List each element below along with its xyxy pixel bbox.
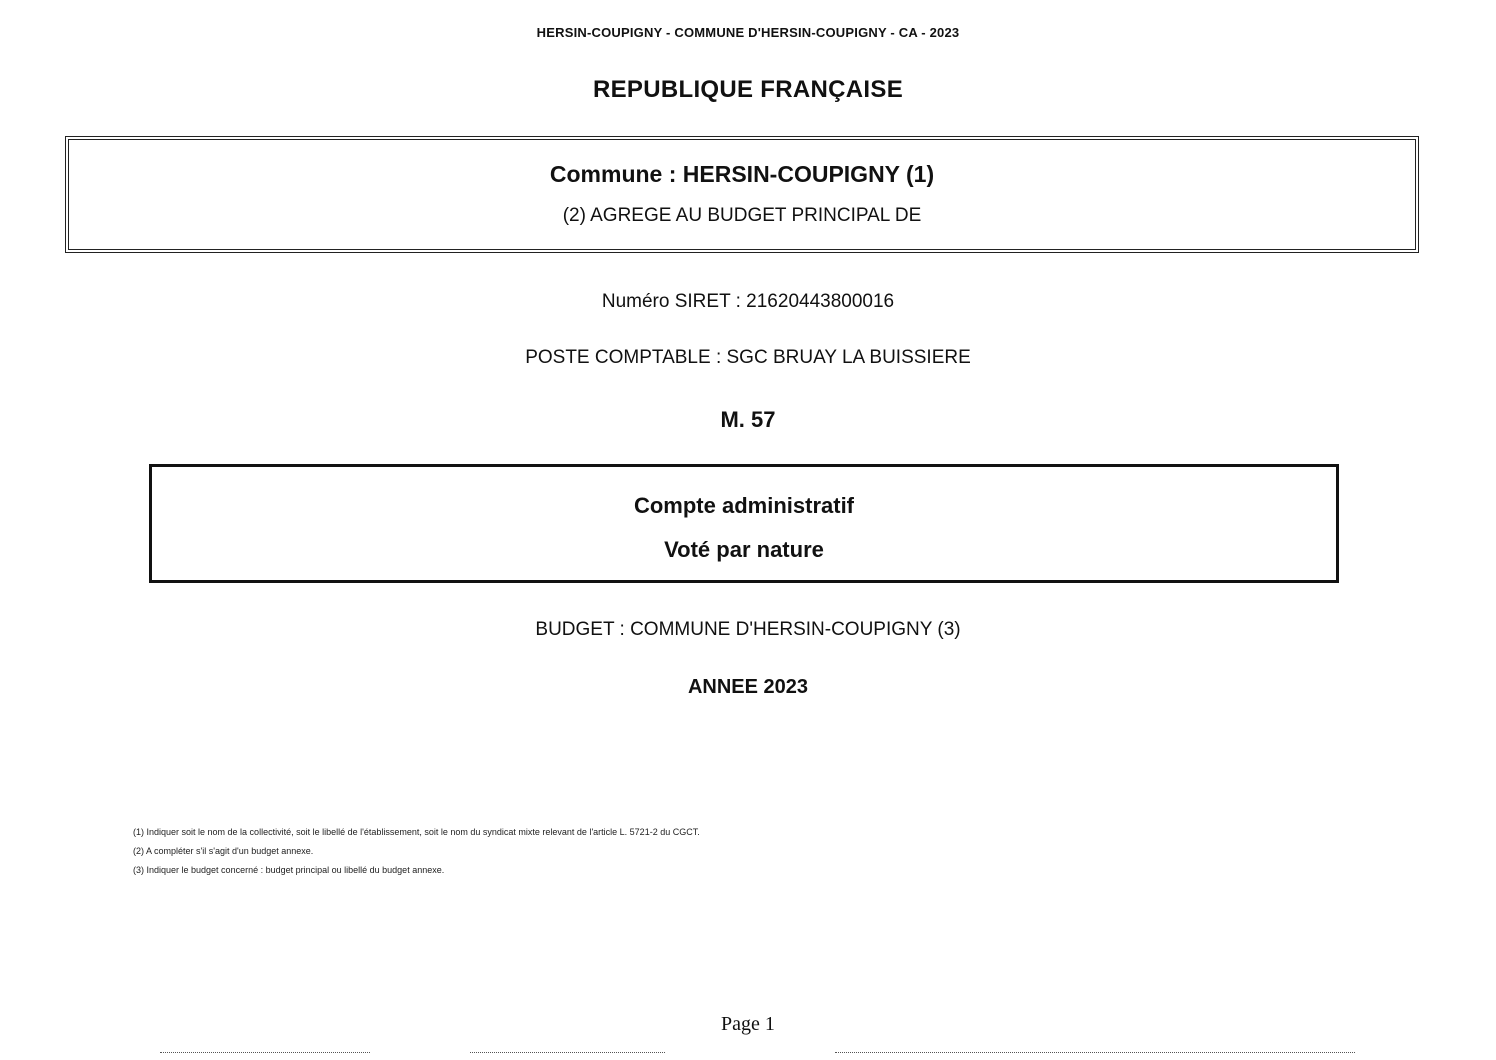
footnote-3: (3) Indiquer le budget concerné : budget principal ou libellé du budget annexe. (133, 865, 445, 875)
footnotes (133, 823, 700, 880)
bottom-rule-middle (470, 1052, 665, 1054)
annee-label: ANNEE 2023 (687, 676, 809, 698)
footnote-2: (2) A compléter s'il s'agit d'un budget annexe. (133, 846, 314, 856)
compte-administratif-box (149, 464, 1339, 583)
poste-comptable: POSTE COMPTABLE : SGC BRUAY LA BUISSIERE (525, 347, 971, 368)
compte-subtitle: Voté par nature (664, 537, 824, 562)
commune-title: Commune : HERSIN-COUPIGNY (1) (549, 161, 935, 187)
commune-box (68, 139, 1416, 250)
nomenclature: M. 57 (720, 407, 776, 432)
compte-title: Compte administratif (633, 493, 855, 518)
siret-number: Numéro SIRET : 21620443800016 (601, 291, 895, 312)
bottom-rule-right (835, 1052, 1355, 1054)
republique-heading: REPUBLIQUE FRANÇAISE (592, 76, 904, 103)
budget-label: BUDGET : COMMUNE D'HERSIN-COUPIGNY (3) (535, 619, 961, 640)
page-number: Page 1 (721, 1013, 775, 1035)
bottom-rule-left (160, 1052, 370, 1054)
document-header: HERSIN-COUPIGNY - COMMUNE D'HERSIN-COUPIGNY - CA - 2023 (536, 25, 960, 40)
footnote-1: (1) Indiquer soit le nom de la collectivité, soit le libellé de l'établissement, soit le nom du syndicat mixte relevant de l'article L. 5721-2 du CGCT. (133, 827, 700, 837)
commune-subtitle: (2) AGREGE AU BUDGET PRINCIPAL DE (562, 205, 922, 226)
